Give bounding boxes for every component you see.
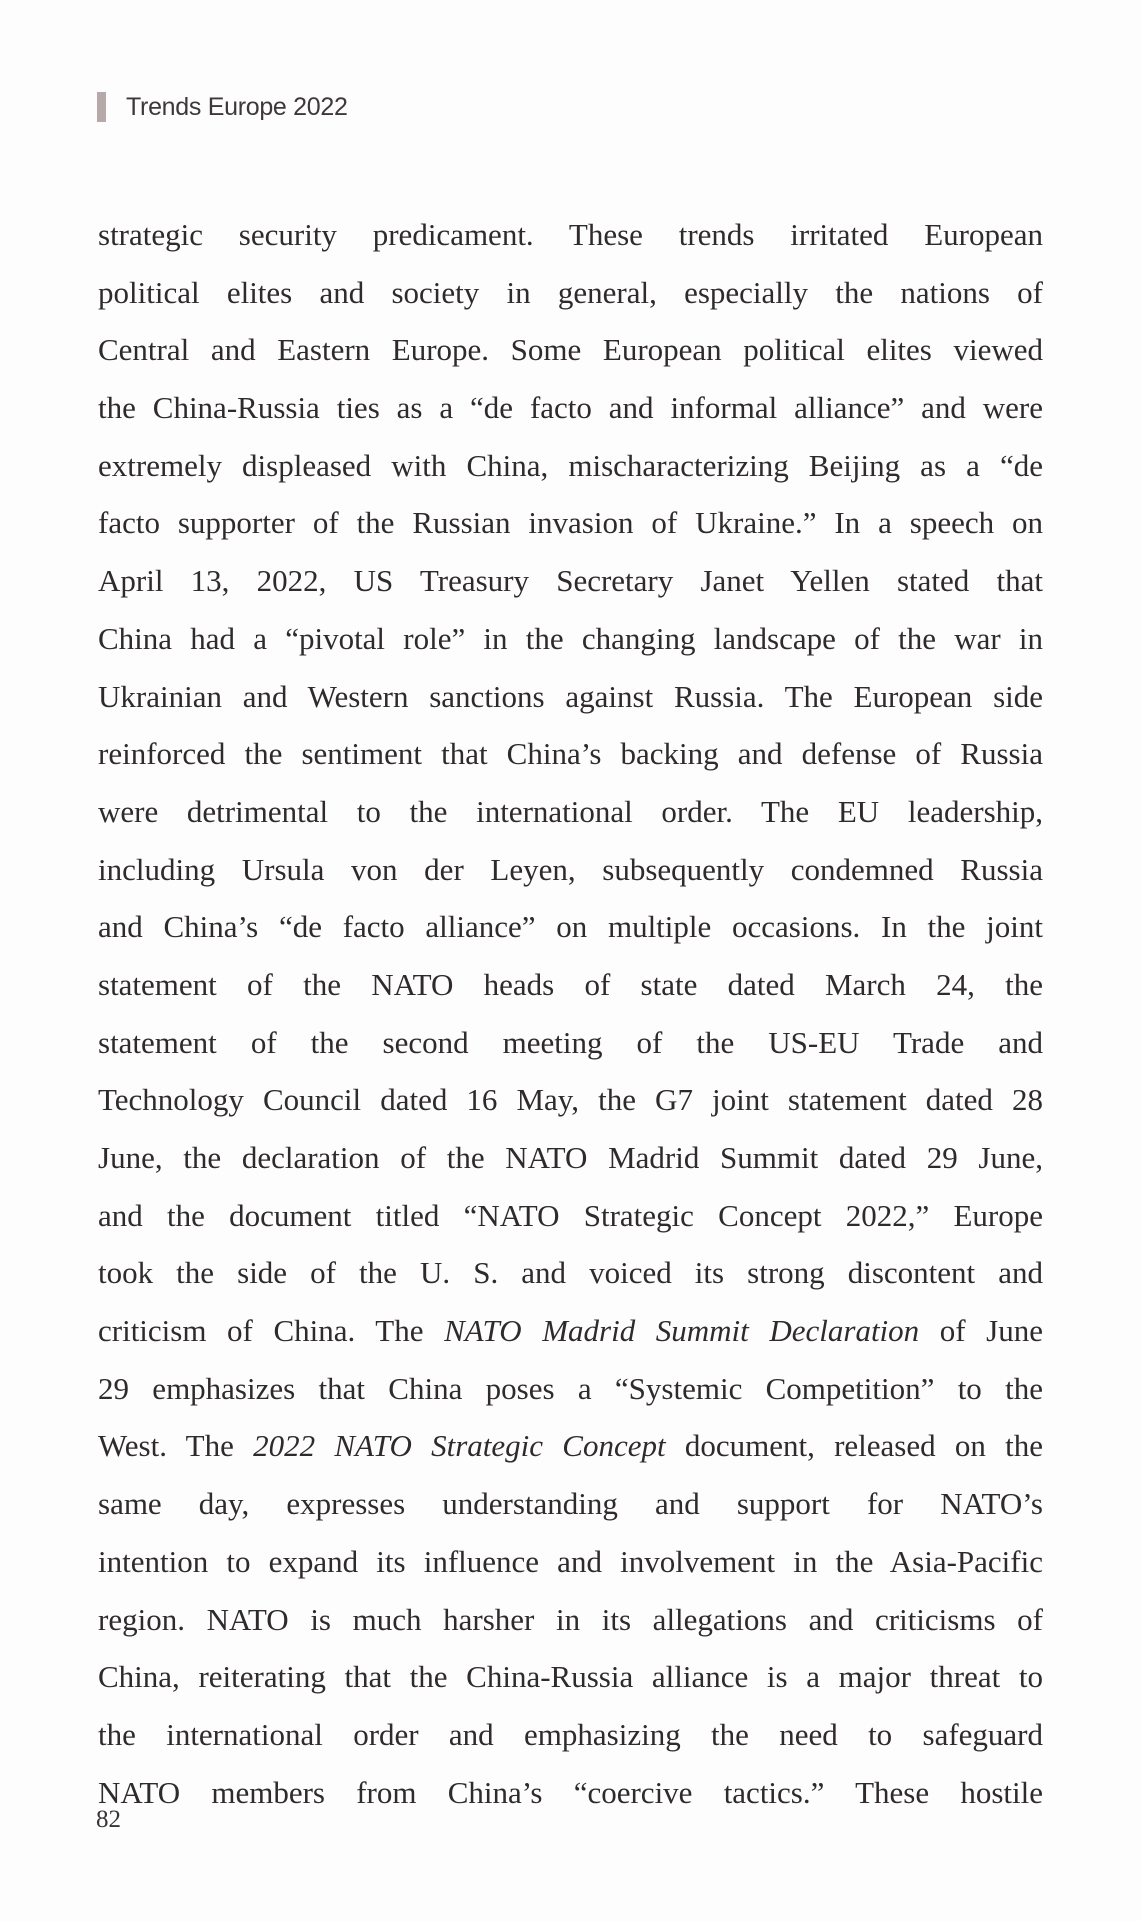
text-line: April 13, 2022, US Treasury Secretary Janet Yellen stated that [98,563,1043,599]
text-line: statement of the second meeting of the US-EU Trade and [98,1024,1043,1060]
text-line: statement of the NATO heads of state dated March 24, the [98,966,1043,1002]
text-line: including Ursula von der Leyen, subsequently condemned Russia [98,851,1043,887]
header-accent-bar [97,92,106,122]
text-line: and China’s “de facto alliance” on multiple occasions. In the joint [98,909,1043,945]
text-line-with-italic-title [98,1417,1043,1475]
text-line-with-italic-title [98,1302,1043,1360]
text-line: June, the declaration of the NATO Madrid Summit dated 29 June, [98,1140,1043,1175]
text-line: NATO members from China’s “coercive tactics.” These hostile [98,1774,1043,1810]
text-line: China had a “pivotal role” in the changing landscape of the war in [98,620,1043,656]
body-text [98,206,1043,1821]
text-line: and the document titled “NATO Strategic Concept 2022,” Europe [98,1197,1043,1233]
running-header [97,92,348,122]
text-line: Technology Council dated 16 May, the G7 joint statement dated 28 [98,1082,1043,1118]
text-line: extremely displeased with China, mischaracterizing Beijing as a “de [98,447,1043,483]
text-line: political elites and society in general, especially the nations of [98,274,1043,310]
text-line: Ukrainian and Western sanctions against Russia. The European side [98,678,1043,714]
text-run: criticism of China. The [98,1313,445,1349]
text-line: 29 emphasizes that China poses a “Systemic Competition” to the [98,1370,1043,1406]
page-number: 82 [96,1806,121,1833]
text-run: of June [919,1313,1043,1349]
text-line: the China-Russia ties as a “de facto and informal alliance” and were [98,390,1043,426]
text-run: West. The [98,1428,254,1464]
text-line: reinforced the sentiment that China’s backing and defense of Russia [98,736,1043,772]
text-line: strategic security predicament. These trends irritated European [98,217,1043,252]
italic-document-title: NATO Madrid Summit Declaration [444,1313,920,1349]
text-line: facto supporter of the Russian invasion of Ukraine.” In a speech on [98,505,1043,541]
running-title: Trends Europe 2022 [126,93,348,121]
text-line: took the side of the U. S. and voiced its strong discontent and [98,1255,1043,1291]
italic-document-title: 2022 NATO Strategic Concept [253,1428,666,1464]
text-line: the international order and emphasizing the need to safeguard [98,1716,1043,1752]
text-line: Central and Eastern Europe. Some European political elites viewed [98,332,1043,368]
text-line: China, reiterating that the China-Russia alliance is a major threat to [98,1659,1043,1695]
text-line: were detrimental to the international order. The EU leadership, [98,793,1043,829]
text-line: intention to expand its influence and involvement in the Asia-Pacific [98,1543,1043,1579]
text-run: document, released on the [665,1428,1043,1464]
text-line: region. NATO is much harsher in its allegations and criticisms of [98,1601,1043,1637]
text-line: same day, expresses understanding and support for NATO’s [98,1486,1043,1522]
